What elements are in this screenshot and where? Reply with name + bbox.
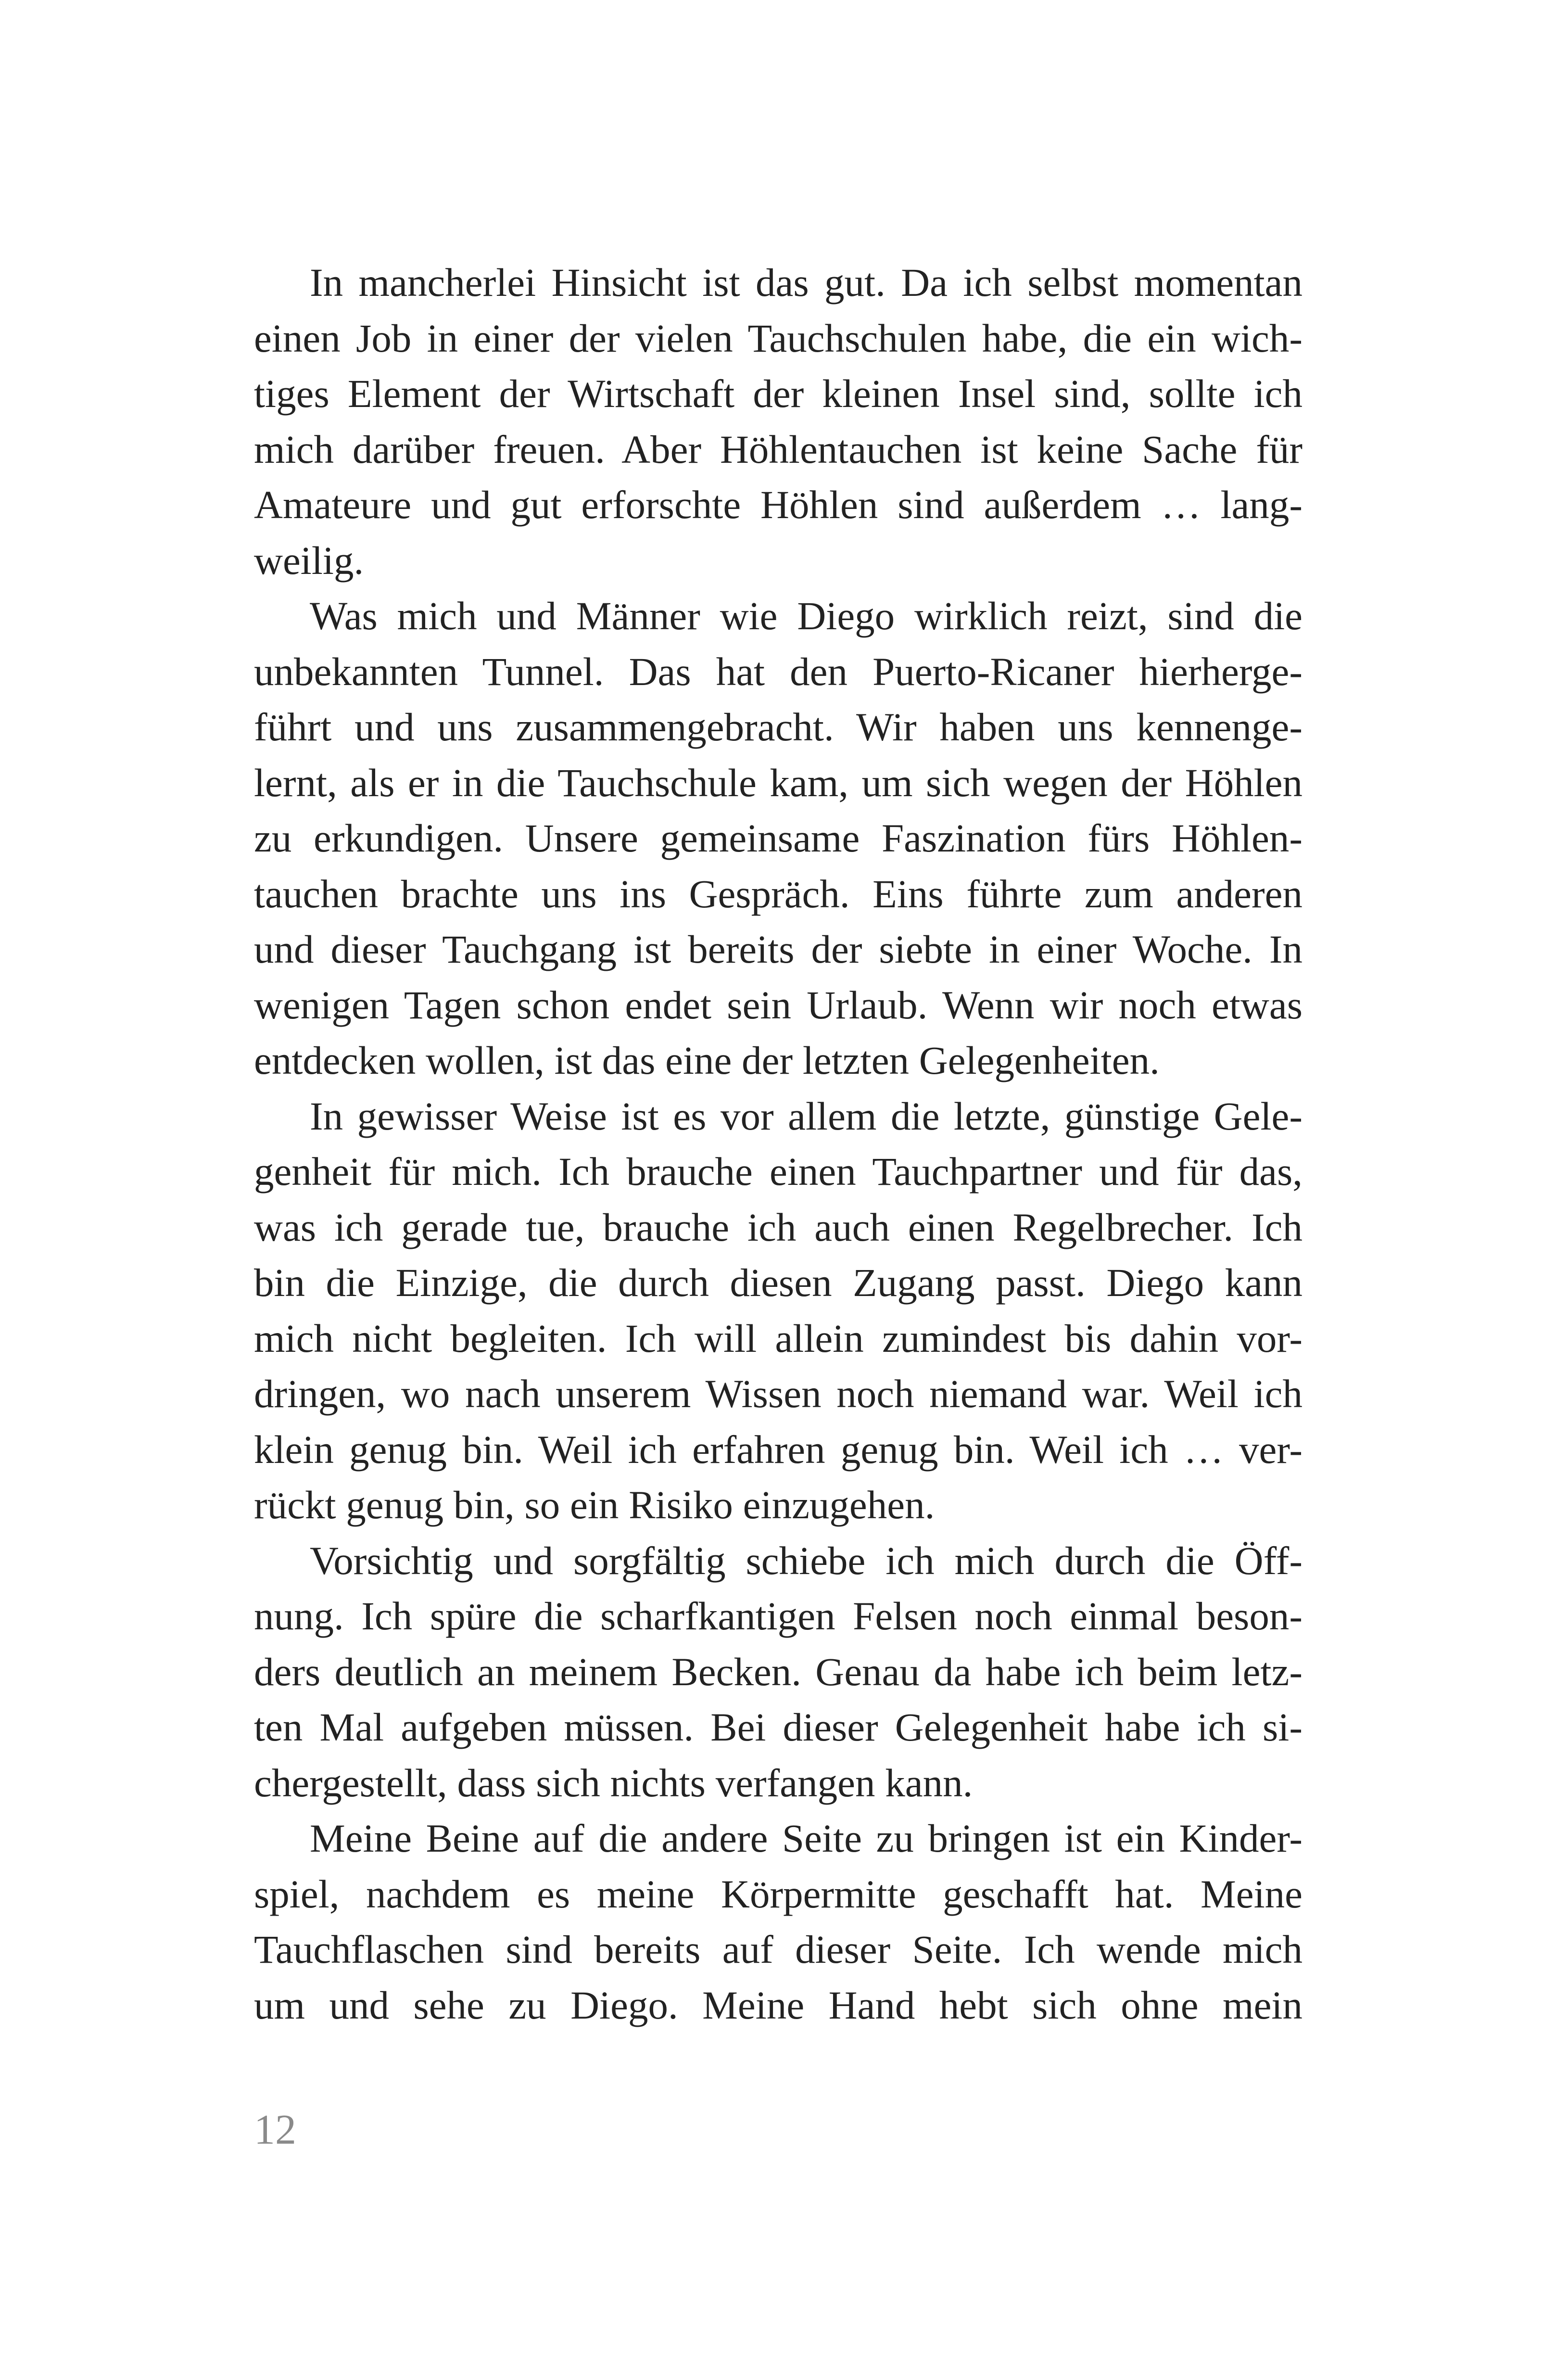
text-line: Tauchflaschen sind bereits auf dieser Seite. Ich wende mich xyxy=(254,1927,1302,1971)
paragraph-4 xyxy=(254,1533,1302,1811)
text-line: führt und uns zusammengebracht. Wir haben uns kennenge- xyxy=(254,705,1302,749)
text-line: genheit für mich. Ich brauche einen Tauchpartner und für das, xyxy=(254,1149,1302,1194)
text-line: chergestellt, dass sich nichts verfangen kann. xyxy=(254,1760,973,1805)
paragraph-3 xyxy=(254,1089,1302,1533)
text-line: bin die Einzige, die durch diesen Zugang passt. Diego kann xyxy=(254,1260,1302,1305)
text-line: tauchen brachte uns ins Gespräch. Eins führte zum anderen xyxy=(254,871,1302,916)
text-line: In gewisser Weise ist es vor allem die letzte, günstige Gele- xyxy=(310,1093,1302,1138)
text-line: unbekannten Tunnel. Das hat den Puerto-Ricaner hierherge- xyxy=(254,649,1302,694)
text-line: und dieser Tauchgang ist bereits der siebte in einer Woche. In xyxy=(254,927,1302,971)
text-line: weilig. xyxy=(254,538,364,583)
text-line: mich darüber freuen. Aber Höhlentauchen ist keine Sache für xyxy=(254,427,1302,471)
text-line: wenigen Tagen schon endet sein Urlaub. Wenn wir noch etwas xyxy=(254,982,1302,1027)
text-line: Was mich und Männer wie Diego wirklich reizt, sind die xyxy=(310,594,1302,638)
text-line: entdecken wollen, ist das eine der letzten Gelegenheiten. xyxy=(254,1038,1160,1082)
text-line: ders deutlich an meinem Becken. Genau da habe ich beim letz- xyxy=(254,1649,1302,1694)
text-line: rückt genug bin, so ein Risiko einzugehen. xyxy=(254,1483,935,1527)
text-line: ten Mal aufgeben müssen. Bei dieser Gelegenheit habe ich si- xyxy=(254,1705,1302,1749)
paragraph-2 xyxy=(254,588,1302,1089)
page-number: 12 xyxy=(254,2107,296,2153)
text-line: einen Job in einer der vielen Tauchschulen habe, die ein wich- xyxy=(254,316,1302,360)
text-line: mich nicht begleiten. Ich will allein zumindest bis dahin vor- xyxy=(254,1316,1302,1360)
text-line: was ich gerade tue, brauche ich auch einen Regelbrecher. Ich xyxy=(254,1205,1302,1249)
text-line: In mancherlei Hinsicht ist das gut. Da ich selbst momentan xyxy=(310,260,1302,305)
text-line: um und sehe zu Diego. Meine Hand hebt sich ohne mein xyxy=(254,1983,1302,2027)
text-line: spiel, nachdem es meine Körpermitte geschafft hat. Meine xyxy=(254,1871,1302,1916)
paragraph-5 xyxy=(254,1811,1302,2033)
body-text xyxy=(254,255,1302,2033)
paragraph-1 xyxy=(254,255,1302,588)
text-line: Vorsichtig und sorgfältig schiebe ich mich durch die Öff- xyxy=(310,1538,1302,1583)
text-line: Amateure und gut erforschte Höhlen sind außerdem … lang- xyxy=(254,483,1302,527)
text-line: tiges Element der Wirtschaft der kleinen Insel sind, sollte ich xyxy=(254,371,1302,416)
text-line: Meine Beine auf die andere Seite zu bringen ist ein Kinder- xyxy=(310,1816,1302,1860)
text-line: dringen, wo nach unserem Wissen noch niemand war. Weil ich xyxy=(254,1372,1302,1416)
text-line: nung. Ich spüre die scharfkantigen Felsen noch einmal beson- xyxy=(254,1594,1302,1638)
text-line: zu erkundigen. Unsere gemeinsame Faszination fürs Höhlen- xyxy=(254,816,1302,860)
text-line: klein genug bin. Weil ich erfahren genug bin. Weil ich … ver- xyxy=(254,1427,1302,1472)
text-line: lernt, als er in die Tauchschule kam, um sich wegen der Höhlen xyxy=(254,760,1302,805)
